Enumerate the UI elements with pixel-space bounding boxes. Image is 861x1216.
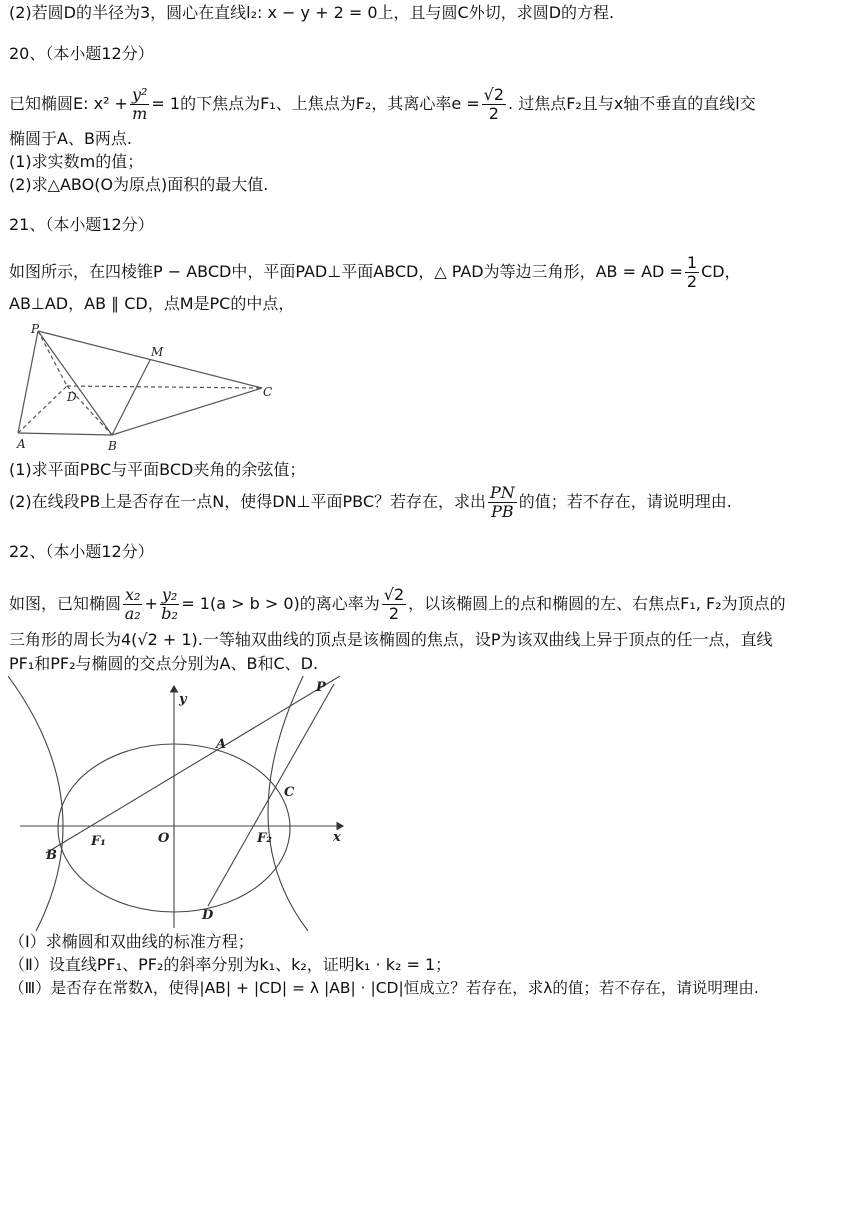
q20-stem-d: 椭圆于A、B两点. [9, 129, 133, 148]
label-D: D [202, 908, 214, 923]
label-P: P [31, 322, 40, 336]
edge-BC [112, 388, 262, 435]
q20-frac-ecc-den: 2 [488, 104, 499, 123]
q22-part2: （Ⅱ）设直线PF₁、PF₂的斜率分别为k₁、k₂，证明k₁ · k₂ = 1； [9, 955, 452, 974]
q21-stem-a: 如图所示，在四棱锥P − ABCD中，平面PAD⊥平面ABCD，△ PAD为等边三角形，AB = AD = [9, 262, 683, 281]
q21-part2 [9, 482, 732, 522]
q21-frac-num: 1 [686, 253, 698, 272]
q22-heading: 22、（本小题12分） [9, 542, 154, 561]
q22-frac-y-b [160, 586, 179, 623]
q21-part2-b: 的值；若不存在，请说明理由. [518, 492, 732, 511]
label-C: C [263, 385, 273, 399]
q22-frac-a2: a₂ [124, 604, 141, 623]
q21-frac-half [685, 254, 699, 291]
q22-part1: （Ⅰ）求椭圆和双曲线的标准方程； [9, 932, 254, 951]
label-y: y [179, 692, 187, 707]
q22-stem-a: 如图，已知椭圆 [9, 594, 122, 613]
q22-frac-ecc [382, 586, 406, 623]
label-M: M [151, 345, 164, 359]
q20-stem-c: . 过焦点F₂且与x轴不垂直的直线l交 [508, 94, 756, 113]
label-D: D [67, 390, 77, 404]
q20-frac-num: y² [131, 85, 148, 104]
q22-part3: （Ⅲ）是否存在常数λ，使得|AB| + |CD| = λ |AB| · |CD|恒成立？若存在，求λ的值；若不存在，请说明理由. [9, 979, 759, 997]
q20-frac-ecc [482, 86, 506, 123]
q20-heading: 20、（本小题12分） [9, 44, 154, 63]
q21-heading: 21、（本小题12分） [9, 215, 154, 234]
label-O: O [158, 831, 170, 846]
q20-part1: (1)求实数m的值； [9, 152, 144, 171]
q20-frac-den: m [132, 104, 148, 123]
q21-part2-a: (2)在线段PB上是否存在一点N，使得DN⊥平面PBC？若存在，求出 [9, 492, 487, 511]
q22-stem [9, 584, 786, 624]
q21-frac-pn-pb [488, 484, 517, 521]
hyperbola-left-branch [8, 676, 63, 931]
q21-frac-pb: PB [491, 502, 514, 521]
q22-frac-ecc-den: 2 [388, 604, 400, 623]
q22-frac-x-a [123, 586, 142, 623]
q21-part1: (1)求平面PBC与平面BCD夹角的余弦值； [9, 460, 306, 479]
q21-stem [9, 252, 741, 292]
edge-BM [112, 360, 150, 435]
q22-frac-ecc-num: √2 [383, 585, 405, 604]
edge-AB [18, 433, 112, 435]
hyperbola-right-branch [268, 676, 308, 931]
q21-frac-den: 2 [686, 272, 698, 291]
edge-PA [18, 331, 38, 433]
q21-stem-c: AB⊥AD，AB ∥ CD，点M是PC的中点， [9, 294, 295, 313]
label-F2: F₂ [257, 831, 272, 846]
q22-frac-b2: b₂ [161, 604, 178, 623]
q21-stem-b: CD， [701, 262, 741, 281]
label-x: x [333, 830, 341, 845]
q22-stem-c: ，以该椭圆上的点和椭圆的左、右焦点F₁, F₂为顶点的 [408, 594, 786, 613]
q22-frac-y2: y₂ [161, 585, 178, 604]
label-B: B [108, 439, 117, 453]
q22-plus: + [144, 594, 158, 613]
edge-DC [67, 386, 262, 388]
q20-stem-a: 已知椭圆E: x² + [9, 94, 128, 113]
label-C: C [284, 785, 295, 800]
edge-PC [38, 331, 262, 388]
q19-part2: (2)若圆D的半径为3，圆心在直线l₂: x − y + 2 = 0上，且与圆C外切，求圆D的方程. [9, 3, 615, 22]
q22-stem-b: = 1(a > b > 0)的离心率为 [181, 594, 380, 613]
ellipse-hyperbola-figure [8, 676, 353, 931]
q22-stem-e: PF₁和PF₂与椭圆的交点分别为A、B和C、D. [9, 654, 319, 673]
q21-frac-pn: PN [490, 483, 515, 502]
q22-frac-x2: x₂ [125, 585, 141, 604]
edge-PD [38, 331, 67, 386]
q20-stem-b: = 1的下焦点为F₁、上焦点为F₂，其离心率e = [151, 94, 480, 113]
q20-frac-ecc-num: √2 [483, 85, 505, 104]
q20-stem [9, 84, 756, 124]
label-P: P [316, 680, 326, 695]
label-B: B [46, 848, 57, 863]
label-A: A [17, 437, 26, 451]
q20-part2: (2)求△ABO(O为原点)面积的最大值. [9, 175, 269, 194]
pyramid-figure [10, 320, 290, 455]
q22-stem-d: 三角形的周长为4(√2 + 1).一等轴双曲线的顶点是该椭圆的焦点，设P为该双曲线上异于顶点的任一点，直线 [9, 630, 773, 649]
q20-frac-y2-m [130, 86, 149, 123]
label-F1: F₁ [91, 834, 106, 849]
label-A: A [216, 737, 227, 752]
